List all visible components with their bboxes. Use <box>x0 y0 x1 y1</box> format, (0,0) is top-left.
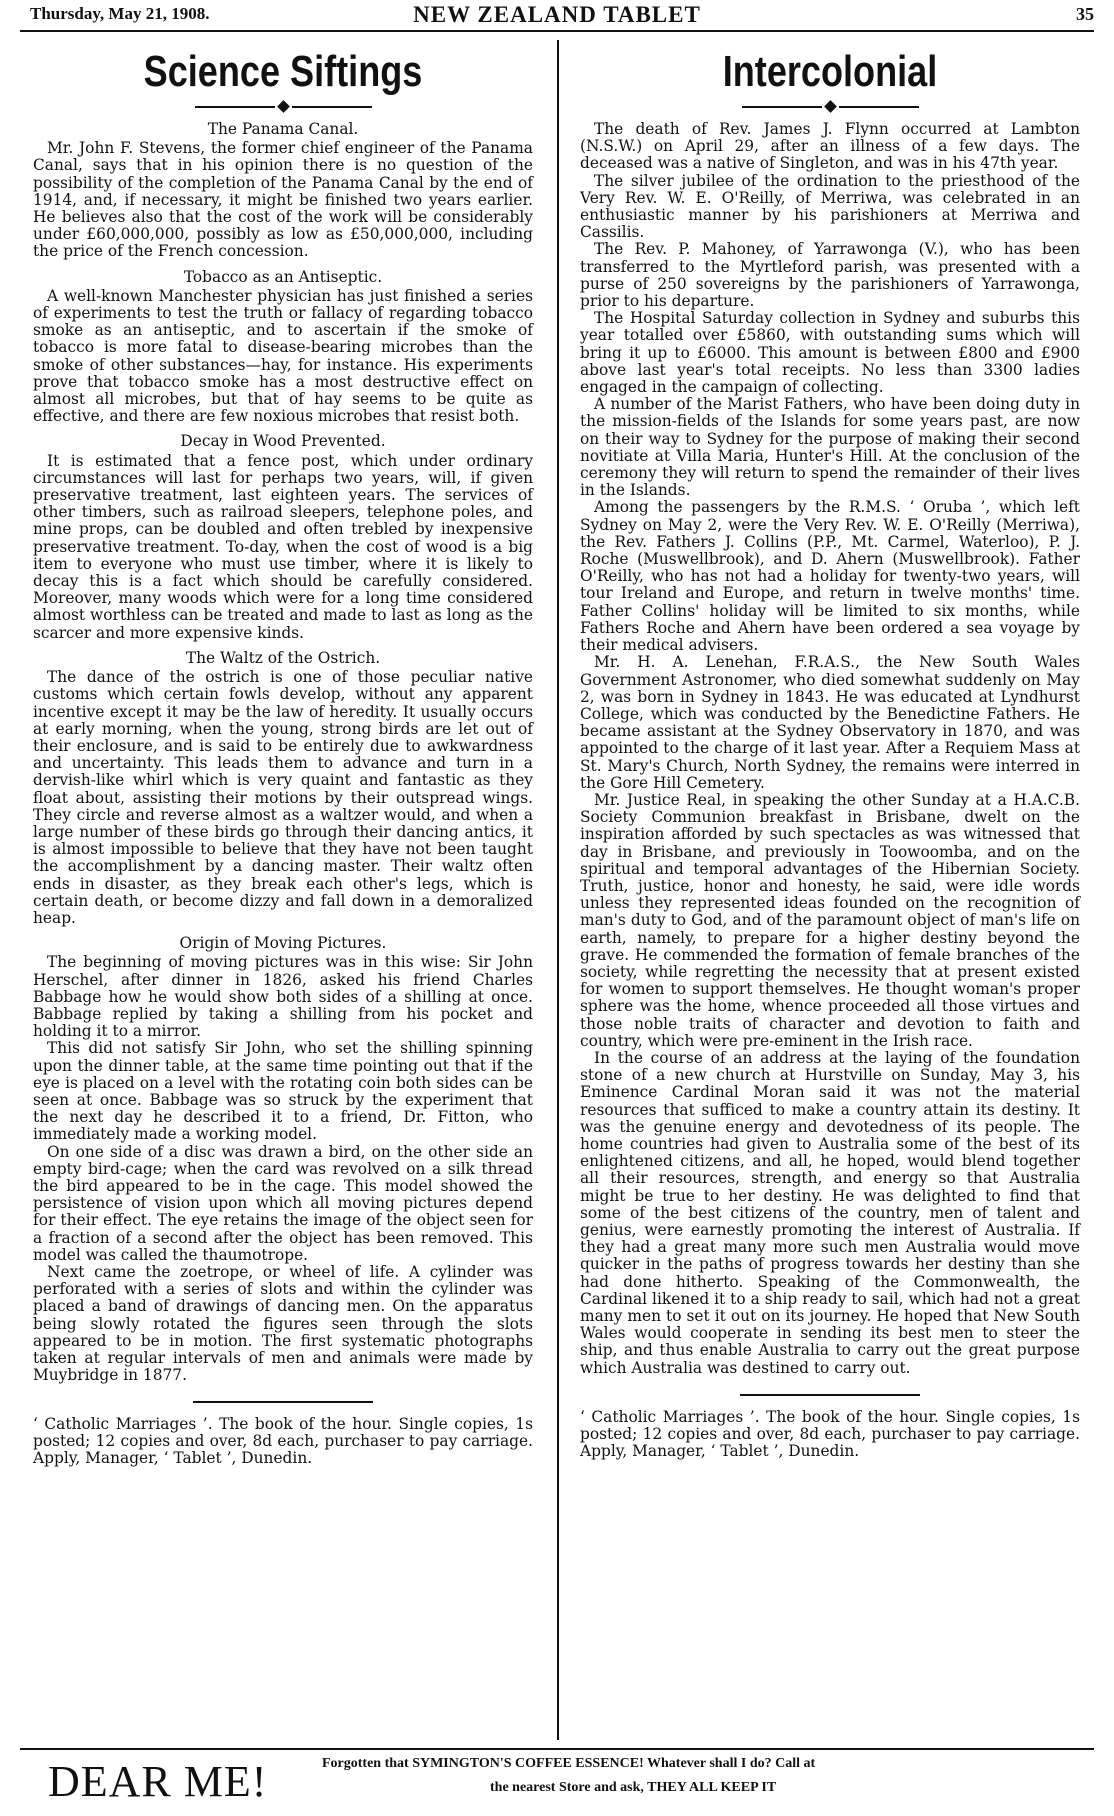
advert-symingtons <box>20 1748 1094 1810</box>
masthead-title: NEW ZEALAND TABLET <box>413 2 701 27</box>
notice-catholic-marriages <box>580 1409 1080 1460</box>
end-ornament <box>740 1391 920 1399</box>
article-paragraph: Mr. John F. Stevens, the former chief engineer of the Panama Canal, says that in his opinion there is no question of the possibility of the completion of the Panama Canal by the end of 1914, and, if necessary, it might be finished two years earlier. He believes also that the cost of the work will be considerably under £60,000,000, possibly as low as £50,000,000, including the price of the French concession. <box>33 139 533 261</box>
article-paragraph: This did not satisfy Sir John, who set the shilling spinning upon the dinner table, at the same time pointing out that if the eye is placed on a level with the rotating coin both sides can be seen at once. Babbage was so struck by the experiment that the next day he described it to a friend, Dr. Fitton, who immediately made a working model. <box>33 1039 533 1144</box>
section-title: Science Siftings <box>143 47 423 96</box>
article-paragraph: On one side of a disc was drawn a bird, on the other side an empty bird-cage; when the card was revolved on a silk thread the bird appeared to be in the cage. This model showed the persistence of vision upon which all moving pictures depend for their effect. The eye retains the image of the object seen for a fraction of a second after the object has been removed. This model was called the thaumotrope. <box>33 1142 533 1264</box>
article-heading: The Waltz of the Ostrich. <box>185 648 381 667</box>
article-paragraph: The beginning of moving pictures was in this wise: Sir John Herschel, after dinner in 1826, asked his friend Charles Babbage how he would show both sides of a shilling at once. Babbage replied by taking a shilling from his pocket and holding it to a mirror. <box>33 953 533 1041</box>
news-paragraph: Among the passengers by the R.M.S. ‘ Oruba ’, which left Sydney on May 2, were the Very Rev. W. E. O'Reilly (Merriwa), the Rev. Fathers J. Collins (P.P., Mt. Carmel, Waterloo), P. J. Roche (Muswellbrook), and D. Ahern (Muswellbrook). Father O'Reilly, who has not had a holiday for twenty-two years, will tour Ireland and Europe, and return in twelve months' time. Father Collins' holiday will be limited to six months, while Fathers Roche and Ahern have been ordered a sea voyage by their medical advisers. <box>580 498 1080 655</box>
title-ornament <box>33 102 533 111</box>
news-paragraph: A number of the Marist Fathers, who have been doing duty in the mission-fields of the Islands for some years past, are now on their way to Sydney for the purpose of making their second novitiate at Villa Maria, Hunter's Hill. At the conclusion of the ceremony they will return to spend the remainder of their lives in the Islands. <box>580 395 1080 500</box>
masthead-rule <box>20 30 1094 32</box>
end-ornament <box>193 1398 373 1406</box>
article-heading: The Panama Canal. <box>207 120 359 138</box>
advert-line-1: Forgotten that SYMINGTON'S COFFEE ESSENCE! Whatever shall I do? Call at <box>322 1756 816 1771</box>
article-heading: Tobacco as an Antiseptic. <box>183 267 383 286</box>
masthead <box>20 2 1094 32</box>
column-intercolonial <box>580 40 1080 1460</box>
notice-text: ‘ Catholic Marriages ’. The book of the hour. Single copies, 1s posted; 12 copies and over, 8d each, purchaser to pay carriage. Apply, Manager, ‘ Tablet ’, Dunedin. <box>580 1407 1080 1460</box>
news-paragraph: The death of Rev. James J. Flynn occurred at Lambton (N.S.W.) on April 29, after an illness of a few days. The deceased was a native of Singleton, and was in his 47th year. <box>580 120 1080 173</box>
advert-headline: DEAR ME! <box>48 1757 268 1806</box>
article-paragraph: It is estimated that a fence post, which under ordinary circumstances will last for perhaps two years, will, if given preservative treatment, last eighteen years. The services of other timbers, such as railroad sleepers, telephone poles, and mine props, can be doubled and often trebled by inexpensive preservative treatment. To-day, when the cost of wood is a big item to everyone who must use timber, where it is likely to decay this is a fact which should be carefully considered. Moreover, many woods which were for a long time considered almost worthless can be treated and made to last as long as the scarcer and more expensive kinds. <box>33 451 533 642</box>
news-paragraph: The Rev. P. Mahoney, of Yarrawonga (V.), who has been transferred to the Myrtleford parish, was presented with a purse of 250 sovereigns by the parishioners of Yarrawonga, prior to his departure. <box>580 240 1080 311</box>
article-paragraph: Next came the zoetrope, or wheel of life. A cylinder was perforated with a series of slots and within the cylinder was placed a band of drawings of dancing men. On the apparatus being slowly rotated the figures seen through the slots appeared to be in motion. The first systematic photographs taken at regular intervals of men and animals were made by Muybridge in 1877. <box>33 1263 533 1385</box>
column-divider <box>557 40 559 1740</box>
article-heading: Decay in Wood Prevented. <box>180 432 386 451</box>
page-number: 35 <box>1076 4 1094 24</box>
article-heading: Origin of Moving Pictures. <box>179 934 387 953</box>
column-science-siftings <box>33 40 533 1467</box>
notice-text: ‘ Catholic Marriages ’. The book of the hour. Single copies, 1s posted; 12 copies and over, 8d each, purchaser to pay carriage. Apply, Manager, ‘ Tablet ’, Dunedin. <box>33 1415 533 1468</box>
news-paragraph: Mr. Justice Real, in speaking the other Sunday at a H.A.C.B. Society Communion breakfast in Brisbane, dwelt on the inspiration afforded by such spectacles as was witnessed that day in Brisbane, and previously in Toowoomba, and on the spiritual and temporal advantages of the Hibernian Society. Truth, justice, honor and honesty, he said, were idle words unless they represented ideas founded on the recognition of man's duty to God, and of the paramount object of man's life on earth, namely, to prepare for a higher destiny beyond the grave. He commended the formation of female branches of the society, while regretting the necessity that at present existed for women to support themselves. He thought woman's proper sphere was the home, whence proceeded all those virtues and those noble traits of character and devotion to faith and country, which were pre-eminent in the Irish race. <box>580 790 1080 1050</box>
news-paragraph: Mr. H. A. Lenehan, F.R.A.S., the New South Wales Government Astronomer, who died somewhat suddenly on May 2, was born in Sydney in 1843. He was educated at Lyndhurst College, which was conducted by the Benedictine Fathers. He became assistant at the Sydney Observatory in 1870, and was appointed to the charge of it last year. After a Requiem Mass at St. Mary's Church, North Sydney, the remains were interred in the Gore Hill Cemetery. <box>580 653 1080 792</box>
notice-catholic-marriages <box>33 1416 533 1467</box>
news-paragraph: In the course of an address at the laying of the foundation stone of a new church at Hurstville on Sunday, May 3, his Eminence Cardinal Moran said it was not the material resources that sufficed to make a country attain its destiny. It was the genuine energy and devotedness of its people. The home countries had given to Australia some of the best of its enlightened citizens, and all, he hoped, would blend together all their resources, strength, and energy so that Australia might be true to her destiny. He was delighted to find that some of the best citizens of the country, men of talent and genius, were earnestly promoting the interest of Australia. If they had a great many more such men Australia would move quicker in the paths of progress towards her destiny than she had done hitherto. Speaking of the Commonwealth, the Cardinal likened it to a ship ready to sail, which had not a great many men to set it out on its journey. He hoped that New South Wales would cooperate in sending its best men to steer the ship, and thus enable Australia to carry out the great purpose which Australia was destined to carry out. <box>580 1048 1080 1377</box>
masthead-date: Thursday, May 21, 1908. <box>30 4 210 23</box>
article-paragraph: The dance of the ostrich is one of those peculiar native customs which certain fowls develop, without any apparent incentive except it may be the law of heredity. It usually occurs at early morning, when the young, strong birds are let out of their enclosure, and is said to be entirely due to awkwardness and uncertainty. This leads them to advance and turn in a dervish-like whirl which is very quaint and fantastic as they float about, assisting their motions by their outspread wings. They circle and reverse almost as a waltzer would, and when a large number of these birds go through their dancing antics, it is almost impossible to believe that they have not been taught the accomplishment by a dancing master. Their waltz often ends in disaster, as they break each other's legs, which is certain death, or become dizzy and fall down in a demoralized heap. <box>33 668 533 927</box>
news-paragraph: The silver jubilee of the ordination to the priesthood of the Very Rev. W. E. O'Reilly, of Merriwa, was celebrated in an enthusiastic manner by his parishioners at Merriwa and Cassilis. <box>580 171 1080 242</box>
advert-line-2: the nearest Store and ask, THEY ALL KEEP IT <box>490 1780 777 1795</box>
section-title: Intercolonial <box>722 47 938 96</box>
diamond-ornament-icon <box>824 100 837 113</box>
news-paragraph: The Hospital Saturday collection in Sydney and suburbs this year totalled over £5860, with outstanding sums which will bring it up to £6000. This amount is between £800 and £900 above last year's total receipts. No less than 3300 ladies engaged in the campaign of collecting. <box>580 309 1080 397</box>
title-ornament <box>580 102 1080 111</box>
article-paragraph: A well-known Manchester physician has just finished a series of experiments to test the truth or fallacy of regarding tobacco smoke as an antiseptic, and to ascertain if the smoke of tobacco is more fatal to disease-bearing microbes than the smoke of other substances—hay, for instance. His experiments prove that tobacco smoke has a most destructive effect on almost all microbes, but that of hay seems to be quite as effective, and there are few noxious microbes that resist both. <box>33 286 533 426</box>
diamond-ornament-icon <box>277 100 290 113</box>
